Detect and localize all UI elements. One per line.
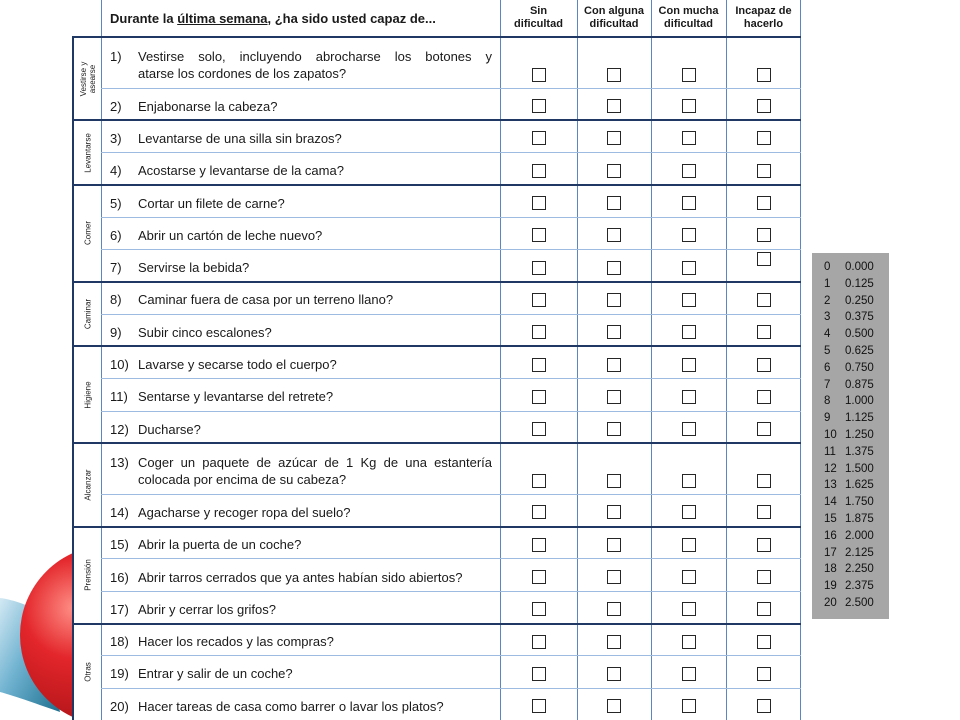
score-row: [812, 343, 889, 360]
category-cell-caminar: [74, 282, 101, 347]
question-row-12: [72, 411, 801, 443]
checkbox-con-mucha-dificultad[interactable]: [682, 538, 696, 552]
question-text: [138, 162, 492, 179]
category-label: [83, 559, 92, 591]
question-row-1: [72, 37, 801, 88]
checkbox-incapaz-de-hacerlo[interactable]: [757, 228, 771, 242]
checkbox-con-alguna-dificultad[interactable]: [607, 390, 621, 404]
checkbox-con-alguna-dificultad[interactable]: [607, 667, 621, 681]
question-text: [138, 421, 492, 438]
checkbox-sin-dificultad[interactable]: [532, 699, 546, 713]
score-value: 2.375: [845, 580, 874, 593]
score-index: 20: [824, 596, 837, 609]
checkbox-con-alguna-dificultad[interactable]: [607, 505, 621, 519]
score-row: [812, 461, 889, 478]
question-text: [138, 130, 492, 147]
column-header-con-alguna-dificultad: [577, 5, 651, 33]
score-index: 12: [824, 462, 837, 475]
column-header-line: Sin: [529, 5, 548, 17]
score-value: 1.375: [845, 445, 874, 458]
question-number: 19): [110, 666, 129, 682]
checkbox-con-alguna-dificultad[interactable]: [607, 261, 621, 275]
question-text-line: Servirse la bebida?: [138, 260, 250, 276]
checkbox-incapaz-de-hacerlo[interactable]: [757, 699, 771, 713]
question-row-15: [72, 527, 801, 559]
question-text-line: Abrir un cartón de leche nuevo?: [138, 227, 323, 243]
category-label-line: Prensión: [83, 559, 92, 591]
checkbox-con-mucha-dificultad[interactable]: [682, 474, 696, 488]
checkbox-con-alguna-dificultad[interactable]: [607, 196, 621, 210]
prompt-suffix: , ¿ha sido usted capaz de...: [267, 11, 436, 26]
questionnaire-table: [72, 0, 801, 720]
score-value: 0.125: [845, 277, 874, 290]
question-number: 7): [110, 260, 122, 276]
question-text-line: Entrar y salir de un coche?: [138, 666, 293, 682]
score-value: 1.750: [845, 496, 874, 509]
question-text: [138, 48, 492, 82]
question-text: [138, 504, 492, 521]
question-row-20: [72, 688, 801, 720]
checkbox-con-alguna-dificultad[interactable]: [607, 164, 621, 178]
checkbox-incapaz-de-hacerlo[interactable]: [757, 635, 771, 649]
checkbox-incapaz-de-hacerlo[interactable]: [757, 325, 771, 339]
score-value: 0.500: [845, 328, 874, 341]
checkbox-incapaz-de-hacerlo[interactable]: [757, 293, 771, 307]
question-text: [138, 698, 492, 715]
checkbox-sin-dificultad[interactable]: [532, 667, 546, 681]
score-index: 18: [824, 563, 837, 576]
score-value: 1.000: [845, 395, 874, 408]
column-header-con-mucha-dificultad: [651, 5, 726, 33]
checkbox-incapaz-de-hacerlo[interactable]: [757, 474, 771, 488]
column-header-line: hacerlo: [743, 18, 784, 30]
category-cell-higiene: [74, 346, 101, 443]
question-text: [138, 356, 492, 373]
checkbox-incapaz-de-hacerlo[interactable]: [757, 196, 771, 210]
checkbox-incapaz-de-hacerlo[interactable]: [757, 570, 771, 584]
question-number: 16): [110, 569, 129, 585]
question-text: [138, 98, 492, 115]
column-header-line: Con mucha: [658, 5, 719, 17]
checkbox-incapaz-de-hacerlo[interactable]: [757, 68, 771, 82]
question-text-line: Abrir tarros cerrados que ya antes habían sido abiertos?: [138, 569, 463, 585]
checkbox-con-mucha-dificultad[interactable]: [682, 293, 696, 307]
checkbox-sin-dificultad[interactable]: [532, 228, 546, 242]
question-text-line: Abrir la puerta de un coche?: [138, 537, 302, 553]
checkbox-sin-dificultad[interactable]: [532, 261, 546, 275]
question-text: [138, 388, 492, 405]
score-index: 10: [824, 428, 837, 441]
question-number: 17): [110, 601, 129, 617]
question-number: 1): [110, 48, 122, 64]
checkbox-incapaz-de-hacerlo[interactable]: [757, 358, 771, 372]
checkbox-sin-dificultad[interactable]: [532, 474, 546, 488]
checkbox-con-alguna-dificultad[interactable]: [607, 228, 621, 242]
question-text-line: Abrir y cerrar los grifos?: [138, 601, 276, 617]
question-row-6: [72, 217, 801, 249]
checkbox-sin-dificultad[interactable]: [532, 164, 546, 178]
checkbox-con-mucha-dificultad[interactable]: [682, 68, 696, 82]
question-number: 4): [110, 163, 122, 179]
checkbox-sin-dificultad[interactable]: [532, 602, 546, 616]
score-row: [812, 377, 889, 394]
category-cell-alcanzar: [74, 443, 101, 526]
checkbox-con-alguna-dificultad[interactable]: [607, 68, 621, 82]
column-header-incapaz-de-hacerlo: [726, 5, 801, 33]
question-row-3: [72, 120, 801, 152]
question-row-4: [72, 153, 801, 185]
question-row-13: [72, 443, 801, 494]
score-row: [812, 494, 889, 511]
question-row-19: [72, 656, 801, 688]
checkbox-incapaz-de-hacerlo[interactable]: [757, 252, 771, 266]
score-index: 2: [824, 294, 831, 307]
question-text-line: Hacer los recados y las compras?: [138, 634, 334, 650]
checkbox-incapaz-de-hacerlo[interactable]: [757, 602, 771, 616]
question-number: 8): [110, 292, 122, 308]
checkbox-con-alguna-dificultad[interactable]: [607, 325, 621, 339]
question-text: [138, 633, 492, 650]
category-cell-levantarse: [74, 120, 101, 185]
checkbox-incapaz-de-hacerlo[interactable]: [757, 667, 771, 681]
question-number: 6): [110, 227, 122, 243]
question-number: 15): [110, 537, 129, 553]
score-row: [812, 360, 889, 377]
question-text-line: Hacer tareas de casa como barrer o lavar los platos?: [138, 698, 444, 714]
checkbox-sin-dificultad[interactable]: [532, 358, 546, 372]
score-row: [812, 309, 889, 326]
category-label: [79, 61, 97, 96]
checkbox-con-mucha-dificultad[interactable]: [682, 131, 696, 145]
score-row: [812, 477, 889, 494]
question-text-line: Vestirse solo, incluyendo abrocharse los botones y: [138, 48, 492, 64]
checkbox-con-mucha-dificultad[interactable]: [682, 570, 696, 584]
question-row-16: [72, 559, 801, 591]
checkbox-incapaz-de-hacerlo[interactable]: [757, 505, 771, 519]
question-text-line: Cortar un filete de carne?: [138, 195, 285, 211]
question-text: [138, 665, 492, 682]
checkbox-sin-dificultad[interactable]: [532, 325, 546, 339]
question-text-line: atarse los cordones de los zapatos?: [138, 65, 347, 81]
checkbox-incapaz-de-hacerlo[interactable]: [757, 390, 771, 404]
question-row-10: [72, 346, 801, 378]
checkbox-sin-dificultad[interactable]: [532, 538, 546, 552]
score-value: 2.250: [845, 563, 874, 576]
score-index: 14: [824, 496, 837, 509]
column-header-sin-dificultad: [500, 5, 577, 33]
checkbox-con-alguna-dificultad[interactable]: [607, 131, 621, 145]
checkbox-sin-dificultad[interactable]: [532, 422, 546, 436]
score-row: [812, 561, 889, 578]
question-row-18: [72, 624, 801, 656]
checkbox-sin-dificultad[interactable]: [532, 99, 546, 113]
score-index: 16: [824, 529, 837, 542]
checkbox-incapaz-de-hacerlo[interactable]: [757, 538, 771, 552]
score-index: 5: [824, 344, 831, 357]
score-row: [812, 410, 889, 427]
question-text-line: Subir cinco escalones?: [138, 324, 272, 340]
score-value: 1.125: [845, 412, 874, 425]
question-text-line: Levantarse de una silla sin brazos?: [138, 130, 342, 146]
question-row-11: [72, 379, 801, 411]
checkbox-con-alguna-dificultad[interactable]: [607, 358, 621, 372]
category-label-line: asearse: [87, 64, 97, 93]
checkbox-con-mucha-dificultad[interactable]: [682, 667, 696, 681]
score-index: 11: [824, 445, 836, 458]
checkbox-con-mucha-dificultad[interactable]: [682, 635, 696, 649]
category-label: [83, 221, 92, 245]
question-number: 3): [110, 130, 122, 146]
score-conversion-table: [812, 253, 889, 619]
question-number: 13): [110, 454, 129, 470]
score-index: 15: [824, 512, 837, 525]
checkbox-con-mucha-dificultad[interactable]: [682, 699, 696, 713]
question-row-7: [72, 250, 801, 282]
prompt-prefix: Durante la: [110, 11, 178, 26]
question-number: 12): [110, 421, 129, 437]
score-index: 19: [824, 580, 837, 593]
question-text-line: Sentarse y levantarse del retrete?: [138, 389, 334, 405]
score-index: 6: [824, 361, 831, 374]
question-text-line: Coger un paquete de azúcar de 1 Kg de una estantería: [138, 454, 492, 470]
checkbox-sin-dificultad[interactable]: [532, 196, 546, 210]
question-number: 2): [110, 98, 122, 114]
checkbox-con-mucha-dificultad[interactable]: [682, 390, 696, 404]
score-row: [812, 595, 889, 612]
table-header-prompt: [110, 0, 436, 37]
question-number: 20): [110, 698, 129, 714]
score-value: 0.750: [845, 361, 874, 374]
category-label-line: Comer: [83, 221, 92, 246]
checkbox-con-alguna-dificultad[interactable]: [607, 699, 621, 713]
question-text-line: Agacharse y recoger ropa del suelo?: [138, 504, 351, 520]
score-row: [812, 511, 889, 528]
question-text: [138, 536, 492, 553]
category-label: [83, 133, 92, 173]
column-header-line: dificultad: [664, 18, 713, 30]
score-row: [812, 276, 889, 293]
checkbox-con-mucha-dificultad[interactable]: [682, 358, 696, 372]
question-text: [138, 601, 492, 618]
checkbox-con-mucha-dificultad[interactable]: [682, 164, 696, 178]
column-header-line: Incapaz de: [735, 5, 792, 17]
checkbox-sin-dificultad[interactable]: [532, 131, 546, 145]
checkbox-con-alguna-dificultad[interactable]: [607, 635, 621, 649]
checkbox-con-alguna-dificultad[interactable]: [607, 538, 621, 552]
question-text-line: Ducharse?: [138, 421, 201, 437]
category-cell-prension: [74, 527, 101, 624]
category-label-line: Alcanzar: [83, 469, 92, 501]
category-cell-comer: [74, 185, 101, 282]
score-row: [812, 326, 889, 343]
checkbox-incapaz-de-hacerlo[interactable]: [757, 99, 771, 113]
question-number: 18): [110, 634, 129, 650]
category-label-line: Higiene: [83, 381, 92, 409]
checkbox-con-mucha-dificultad[interactable]: [682, 196, 696, 210]
score-index: 3: [824, 311, 831, 324]
score-row: [812, 444, 889, 461]
checkbox-incapaz-de-hacerlo[interactable]: [757, 422, 771, 436]
score-value: 0.250: [845, 294, 874, 307]
prompt-underlined: última semana: [177, 11, 268, 26]
score-value: 1.250: [845, 428, 874, 441]
question-text-line: Enjabonarse la cabeza?: [138, 98, 278, 114]
category-label-line: Levantarse: [83, 132, 92, 173]
score-index: 1: [824, 277, 831, 290]
checkbox-con-mucha-dificultad[interactable]: [682, 261, 696, 275]
score-value: 0.875: [845, 378, 874, 391]
score-value: 1.500: [845, 462, 874, 475]
column-header-line: dificultad: [514, 18, 563, 30]
category-cell-otras: [74, 624, 101, 720]
category-label: [83, 662, 92, 682]
score-value: 2.500: [845, 596, 874, 609]
checkbox-sin-dificultad[interactable]: [532, 390, 546, 404]
category-label: [83, 381, 92, 408]
checkbox-incapaz-de-hacerlo[interactable]: [757, 131, 771, 145]
question-row-5: [72, 185, 801, 217]
category-cell-vestirse-y-asearse: [74, 37, 101, 120]
question-row-14: [72, 494, 801, 526]
score-row: [812, 259, 889, 276]
question-row-9: [72, 314, 801, 346]
checkbox-incapaz-de-hacerlo[interactable]: [757, 164, 771, 178]
checkbox-con-alguna-dificultad[interactable]: [607, 99, 621, 113]
score-index: 8: [824, 395, 831, 408]
question-number: 14): [110, 504, 129, 520]
checkbox-sin-dificultad[interactable]: [532, 68, 546, 82]
score-row: [812, 427, 889, 444]
score-row: [812, 528, 889, 545]
category-label-line: Otras: [83, 662, 92, 682]
score-index: 0: [824, 261, 831, 273]
score-value: 1.625: [845, 479, 874, 492]
question-text: [138, 227, 492, 244]
checkbox-con-mucha-dificultad[interactable]: [682, 422, 696, 436]
score-value: 0.375: [845, 311, 874, 324]
score-value: 0.625: [845, 344, 874, 357]
score-row: [812, 293, 889, 310]
checkbox-con-mucha-dificultad[interactable]: [682, 325, 696, 339]
score-row: [812, 578, 889, 595]
question-number: 11): [110, 389, 128, 405]
question-row-2: [72, 88, 801, 120]
checkbox-con-mucha-dificultad[interactable]: [682, 228, 696, 242]
question-text: [138, 259, 492, 276]
score-value: 0.000: [845, 261, 874, 273]
question-row-17: [72, 591, 801, 623]
checkbox-con-mucha-dificultad[interactable]: [682, 602, 696, 616]
checkbox-con-alguna-dificultad[interactable]: [607, 602, 621, 616]
question-text-line: Caminar fuera de casa por un terreno llano?: [138, 292, 394, 308]
question-number: 9): [110, 324, 122, 340]
question-text: [138, 324, 492, 341]
question-number: 5): [110, 195, 122, 211]
question-text-line: colocada por encima de su cabeza?: [138, 471, 347, 487]
checkbox-con-alguna-dificultad[interactable]: [607, 570, 621, 584]
score-row: [812, 393, 889, 410]
column-header-line: Con alguna: [584, 5, 644, 17]
category-label: [83, 469, 92, 500]
score-value: 2.000: [845, 529, 874, 542]
category-label-line: Caminar: [83, 298, 92, 330]
question-text-line: Acostarse y levantarse de la cama?: [138, 163, 344, 179]
column-header-line: dificultad: [589, 18, 639, 30]
score-index: 17: [824, 546, 837, 559]
question-text: [138, 569, 492, 586]
question-text: [138, 291, 492, 308]
checkbox-con-alguna-dificultad[interactable]: [607, 293, 621, 307]
score-value: 2.125: [845, 546, 874, 559]
score-row: [812, 545, 889, 562]
question-number: 10): [110, 357, 129, 373]
score-index: 13: [824, 479, 837, 492]
checkbox-sin-dificultad[interactable]: [532, 635, 546, 649]
score-index: 7: [824, 378, 831, 391]
score-value: 1.875: [845, 512, 874, 525]
question-text-line: Lavarse y secarse todo el cuerpo?: [138, 357, 337, 373]
checkbox-sin-dificultad[interactable]: [532, 293, 546, 307]
question-text: [138, 454, 492, 488]
score-index: 4: [824, 328, 831, 341]
checkbox-con-alguna-dificultad[interactable]: [607, 474, 621, 488]
checkbox-sin-dificultad[interactable]: [532, 570, 546, 584]
checkbox-con-mucha-dificultad[interactable]: [682, 99, 696, 113]
checkbox-sin-dificultad[interactable]: [532, 505, 546, 519]
question-row-8: [72, 282, 801, 314]
checkbox-con-alguna-dificultad[interactable]: [607, 422, 621, 436]
category-label-line: Vestirse y: [78, 61, 88, 96]
score-index: 9: [824, 412, 831, 425]
category-label: [83, 299, 92, 329]
question-text: [138, 195, 492, 212]
checkbox-con-mucha-dificultad[interactable]: [682, 505, 696, 519]
